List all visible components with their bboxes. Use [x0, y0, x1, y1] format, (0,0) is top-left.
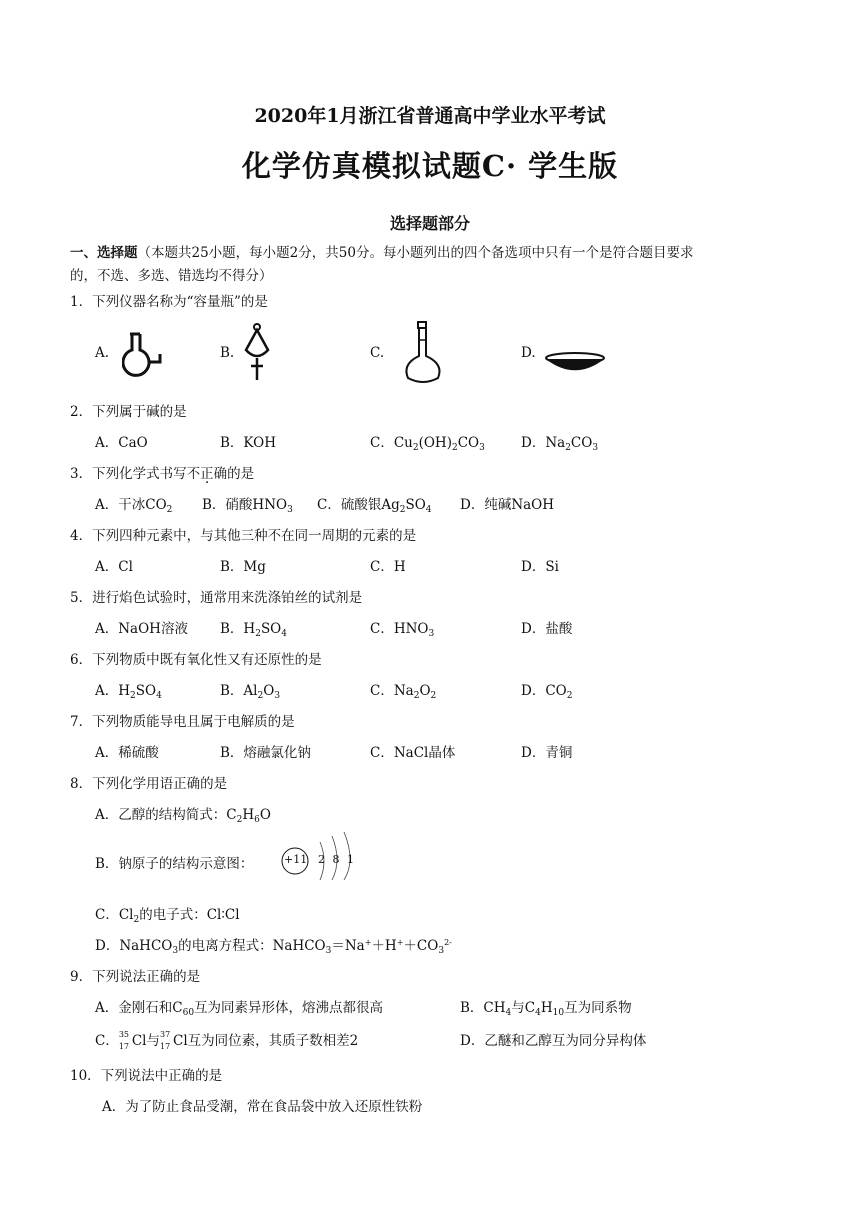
- q8-option-a: A．乙醇的结构简式：$C_2H_6O$: [95, 807, 271, 825]
- section-title: 选择题部分: [389, 214, 470, 233]
- question-3-stem: 3．下列化学式书写不正确的是: [70, 466, 255, 482]
- q8-option-d: D．NaHCO$_3$的电离方程式：$NaHCO_3=Na^++H^++CO_3^{2-}$: [95, 938, 452, 956]
- exam-title: 2020年1月浙江省普通高中学业水平考试: [254, 105, 606, 127]
- q9-option-b: B．$CH_4$与$C_4H_{10}$互为同系物: [460, 1000, 632, 1018]
- sodium-atom-diagram: [280, 832, 360, 880]
- q7-option-a: A．稀硫酸: [95, 745, 159, 761]
- q5-option-b: B．$H_2SO_4$: [220, 621, 287, 639]
- question-9-stem: 9．下列说法正确的是: [70, 969, 201, 985]
- q6-option-a: A．$H_2SO_4$: [95, 683, 162, 701]
- flask-a-icon: [122, 330, 168, 382]
- q2-option-c: C．$Cu_2(OH)_2CO_3$: [370, 435, 485, 453]
- q9-option-c: C． 35 17 Cl与 37 17 Cl互为同位素，其质子数相差2: [95, 1029, 359, 1051]
- q5-option-d: D．盐酸: [521, 621, 573, 637]
- atom-shell-electrons: 2 8 1: [318, 853, 356, 866]
- q8-option-b: B．钠原子的结构示意图：: [95, 856, 254, 872]
- q1-option-a-label: A.: [95, 345, 110, 361]
- question-10-stem: 10．下列说法中正确的是: [70, 1068, 223, 1084]
- q4-option-c: C．H: [370, 559, 406, 575]
- evaporating-dish-icon: [543, 350, 607, 376]
- question-7-stem: 7．下列物质能导电且属于电解质的是: [70, 714, 295, 730]
- part-heading: 一、选择题: [70, 245, 138, 261]
- separatory-funnel-icon: [242, 322, 272, 384]
- q7-option-b: B．熔融氯化钠: [220, 745, 311, 761]
- atom-nucleus-label: +11: [284, 853, 308, 866]
- q1-option-d-label: D.: [521, 345, 536, 361]
- q7-option-c: C．NaCl晶体: [370, 745, 456, 761]
- volumetric-flask-icon: [398, 320, 448, 386]
- q3-option-a: A．干冰$CO_2$: [95, 497, 173, 515]
- q6-option-d: D．$CO_2$: [521, 683, 573, 701]
- q2-option-d: D．$Na_2CO_3$: [521, 435, 599, 453]
- question-6-stem: 6．下列物质中既有氧化性又有还原性的是: [70, 652, 322, 668]
- q7-option-d: D．青铜: [521, 745, 573, 761]
- q6-option-c: C．$Na_2O_2$: [370, 683, 437, 701]
- q4-option-b: B．Mg: [220, 559, 266, 575]
- q1-option-c-label: C.: [370, 345, 385, 361]
- question-4-stem: 4．下列四种元素中，与其他三种不在同一周期的元素的是: [70, 528, 417, 544]
- part-instructions-line1: [70, 241, 693, 261]
- q10-option-a: A．为了防止食品受潮，常在食品袋中放入还原性铁粉: [102, 1099, 423, 1115]
- question-8-stem: 8．下列化学用语正确的是: [70, 776, 228, 792]
- q2-option-b: B．KOH: [220, 435, 276, 451]
- q1-option-b-label: B.: [220, 345, 235, 361]
- emphasized-text: 不正确: [186, 466, 228, 482]
- q3-option-b: B．硝酸$HNO_3$: [202, 497, 293, 515]
- q9-option-a: A．金刚石和$C_{60}$互为同素异形体，熔沸点都很高: [95, 1000, 384, 1018]
- q5-option-c: C．$HNO_3$: [370, 621, 435, 639]
- q6-option-b: B．$Al_2O_3$: [220, 683, 281, 701]
- q3-option-c: C．硫酸银$Ag_2SO_4$: [317, 497, 432, 515]
- part-instructions-line2: 的，不选、多选、错选均不得分）: [70, 268, 273, 284]
- exam-subtitle: 化学仿真模拟试题C· 学生版: [241, 149, 619, 183]
- part-instructions: （本题共25小题，每小题2分，共50分。每小题列出的四个备选项中只有一个是符合题目要求: [137, 245, 694, 261]
- q5-option-a: A．NaOH溶液: [95, 621, 188, 637]
- q8-option-c: C．$Cl_2$的电子式：Cl∶Cl: [95, 907, 240, 925]
- question-2-stem: 2．下列属于碱的是: [70, 404, 187, 420]
- q9-option-d: D．乙醚和乙醇互为同分异构体: [460, 1033, 647, 1049]
- q3-option-d: D．纯碱NaOH: [460, 497, 555, 513]
- q2-option-a: A．CaO: [95, 435, 148, 451]
- question-5-stem: 5．进行焰色试验时，通常用来洗涤铂丝的试剂是: [70, 590, 363, 606]
- q4-option-d: D．Si: [521, 559, 559, 575]
- q4-option-a: A．Cl: [95, 559, 133, 575]
- question-1-stem: 1．下列仪器名称为“容量瓶”的是: [70, 294, 268, 310]
